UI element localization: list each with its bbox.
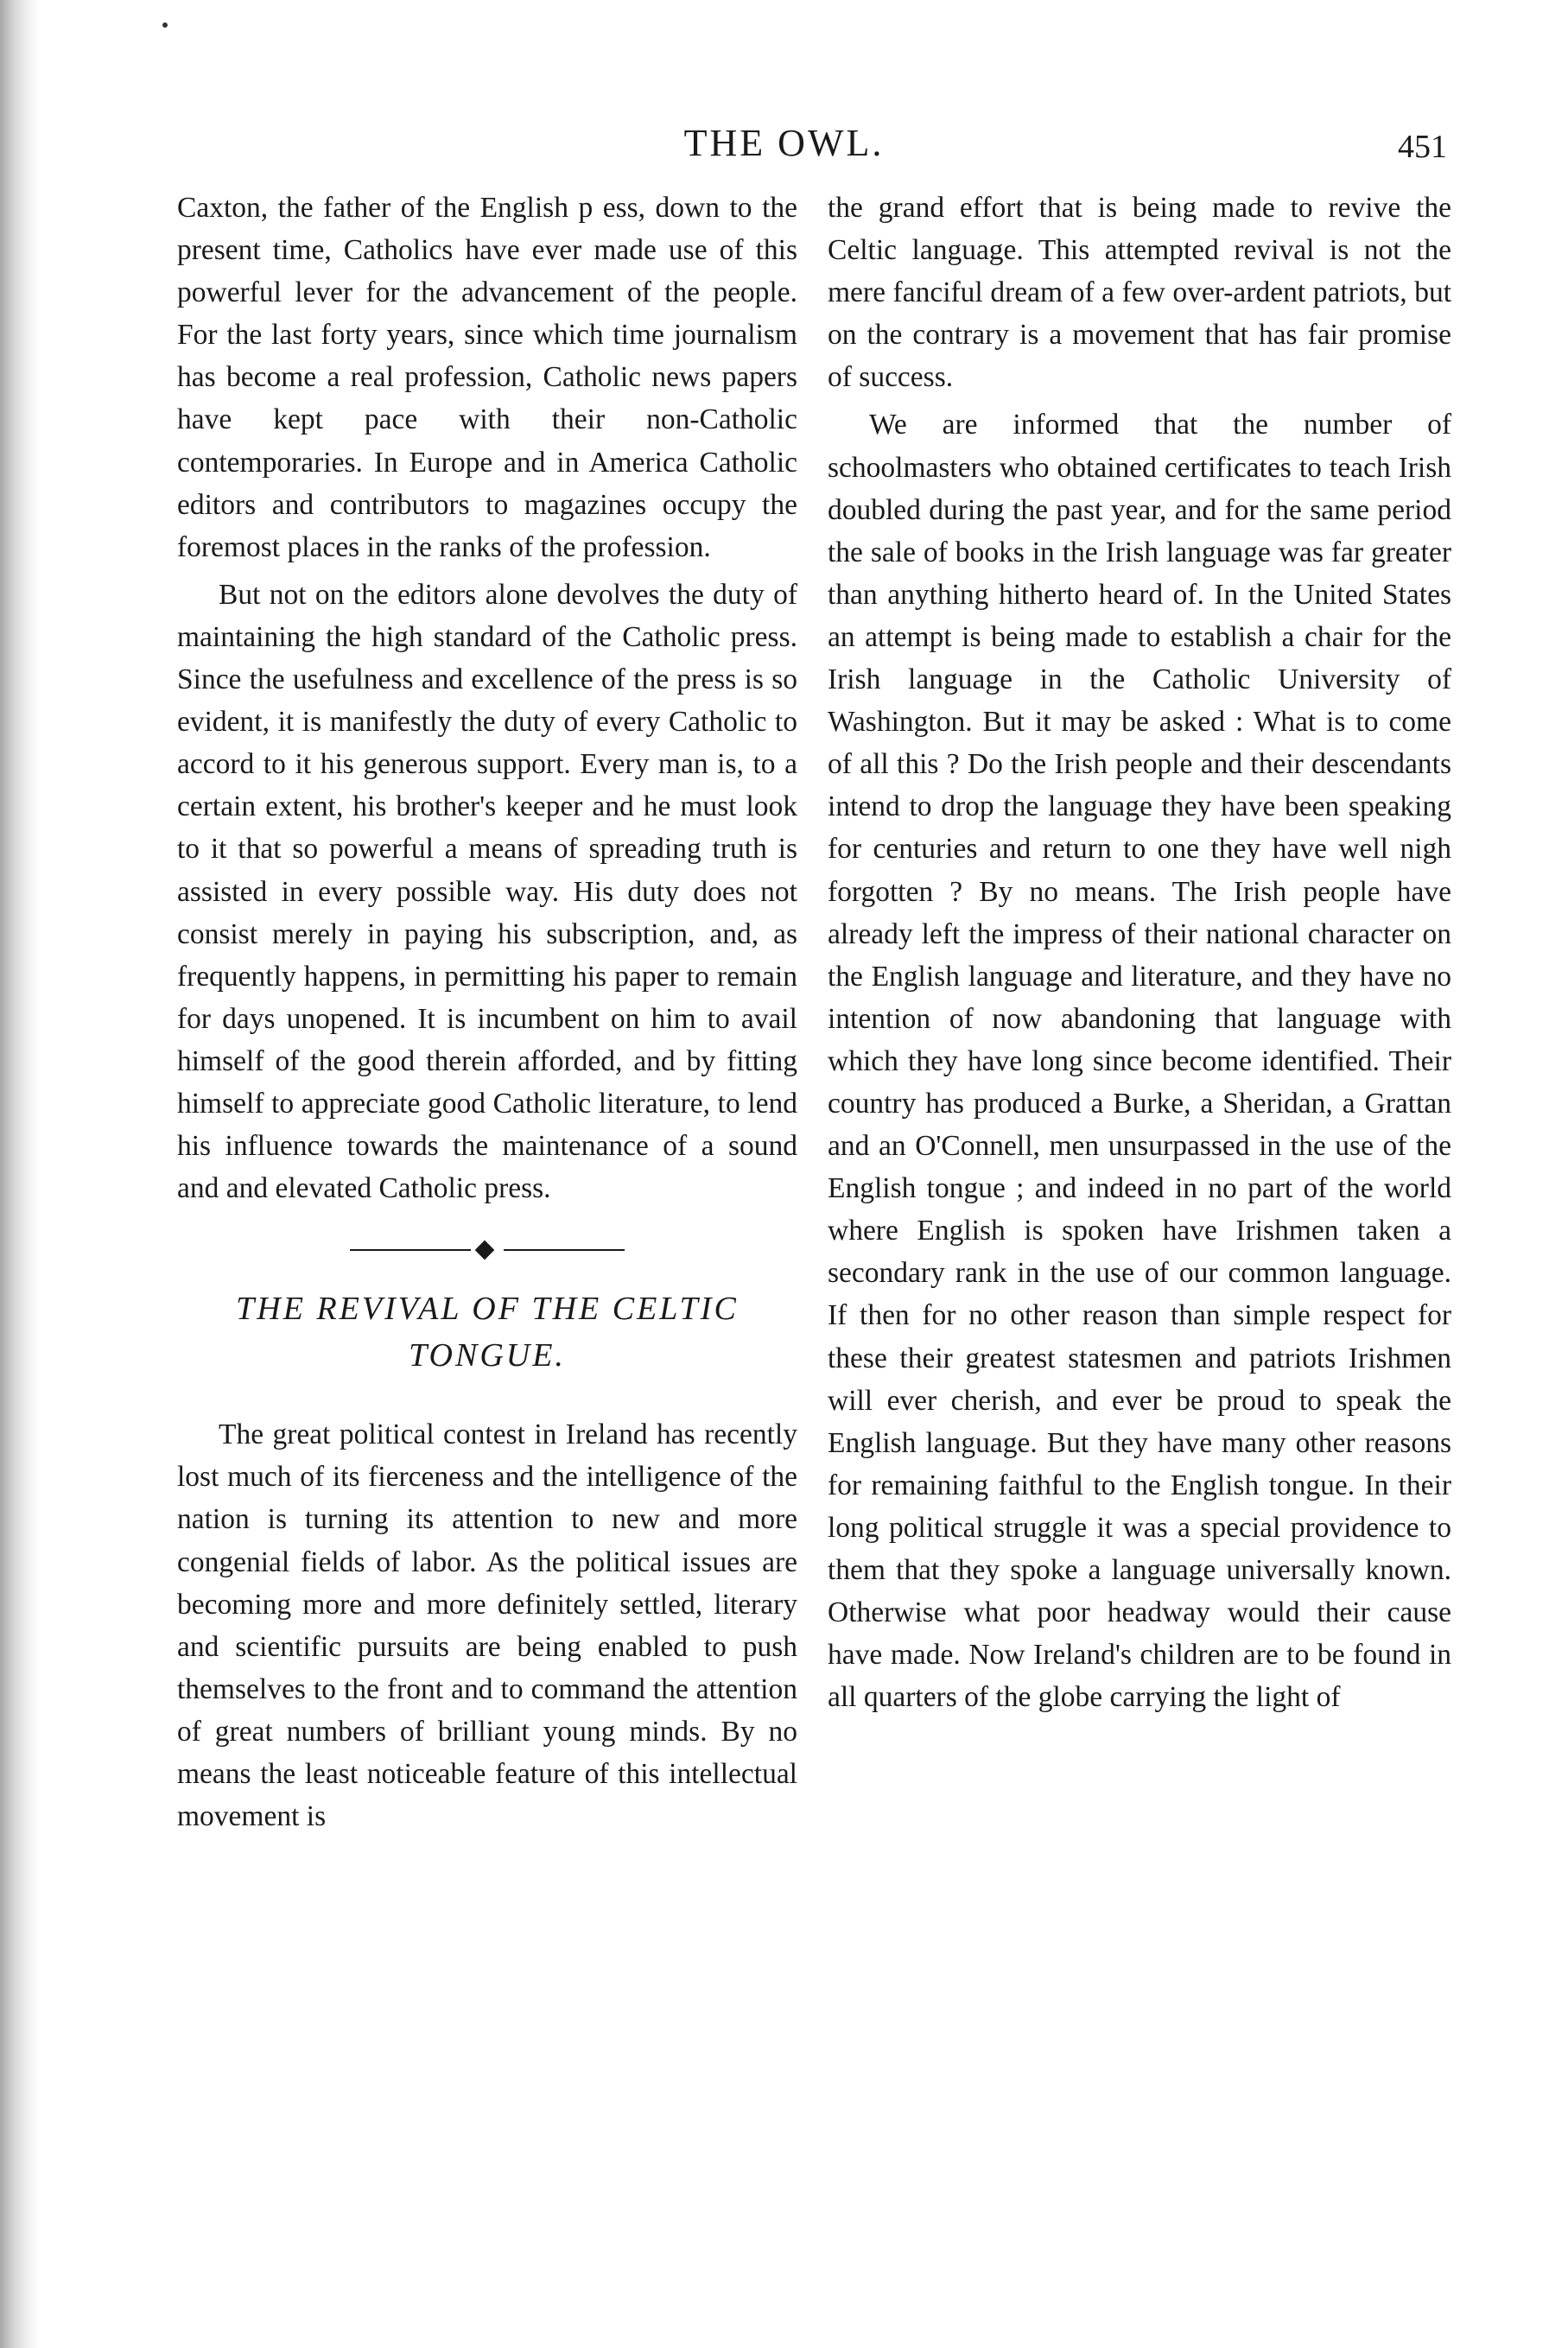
section-heading-line-1: THE REVIVAL OF THE CELTIC	[236, 1291, 739, 1328]
left-paragraph-2: But not on the editors alone devolves the duty of maintaining the high standard of the Catholic press. Since the usefulness and excellence of the press is so evident, it is manifestly the duty of every Catholic to accord to it his generous support. Every man is, to a certain extent, his brother's keeper and he must look to it that so powerful a means of spreading truth is assisted in every possible way. His duty does not consist merely in paying his subscription, and, as frequently happens, in permitting his paper to remain for days unopened. It is incumbent on him to avail himself of the good therein afforded, and by fitting himself to appreciate good Catholic literature, to lend his influence towards the maintenance of a sound and and elevated Catholic press.	[177, 578, 797, 1205]
running-header-title: THE OWL.	[683, 122, 885, 164]
section-heading	[177, 1285, 797, 1379]
left-paragraph-1: Caxton, the father of the English p ess, down to the present time, Catholics have ever made use of this powerful lever for the advancement of the people. For the last forty years, since which time journalism has become a real profession, Catholic news papers have kept pace with their non-Catholic contemporaries. In Europe and in America Catholic editors and contributors to magazines occupy the foremost places in the ranks of the profession.	[177, 192, 797, 563]
divider-diamond-icon	[475, 1241, 495, 1260]
left-column	[177, 187, 797, 1837]
ink-speck	[162, 22, 168, 28]
binding-edge-shadow	[0, 0, 40, 2348]
page-number: 451	[1398, 129, 1447, 165]
section-divider-ornament	[177, 1232, 797, 1268]
section-heading-line-2: TONGUE.	[409, 1337, 566, 1374]
right-paragraph-1: the grand effort that is being made to revive the Celtic language. This attempted revival is not the mere fanciful dream of a few over-ardent patriots, but on the contrary is a movement that has fair promise of success.	[828, 192, 1451, 394]
right-paragraph-2: We are informed that the number of schoolmasters who obtained certificates to teach Irish doubled during the past year, and for the same period the sale of books in the Irish language was far greater than anything hitherto heard of. In the United States an attempt is being made to establish a chair for the Irish language in the Catholic University of Washington. But it may be asked : What is to come of all this ? Do the Irish people and their descendants intend to drop the language they have been speaking for centuries and return to one they have well nigh forgotten ? By no means. The Irish people have already left the impress of their national character on the English language and literature, and they have no intention of now abandoning that language with which they have long since become identified. Their country has produced a Burke, a Sheridan, a Grattan and an O'Connell, men unsurpassed in the use of the English tongue ; and indeed in no part of the world where English is spoken have Irishmen taken a secondary rank in the use of our common language. If then for no other reason than simple respect for these their greatest statesmen and patriots Irishmen will ever cherish, and ever be proud to speak the English language. But they have many other reasons for remaining faithful to the English tongue. In their long political struggle it was a special providence to them that they spoke a language universally known. Otherwise what poor headway would their cause have made. Now Ireland's children are to be found in all quarters of the globe carrying the light of	[828, 409, 1451, 1714]
section-paragraph: The great political contest in Ireland has recently lost much of its fierceness and the intelligence of the nation is turning its attention to new and more congenial fields of labor. As the political issues are becoming more and more definitely settled, literary and scientific pursuits are being enabled to push themselves to the front and to command the attention of great numbers of brilliant young minds. By no means the least noticeable feature of this intellectual movement is	[177, 1418, 797, 1833]
right-column	[828, 187, 1451, 1718]
